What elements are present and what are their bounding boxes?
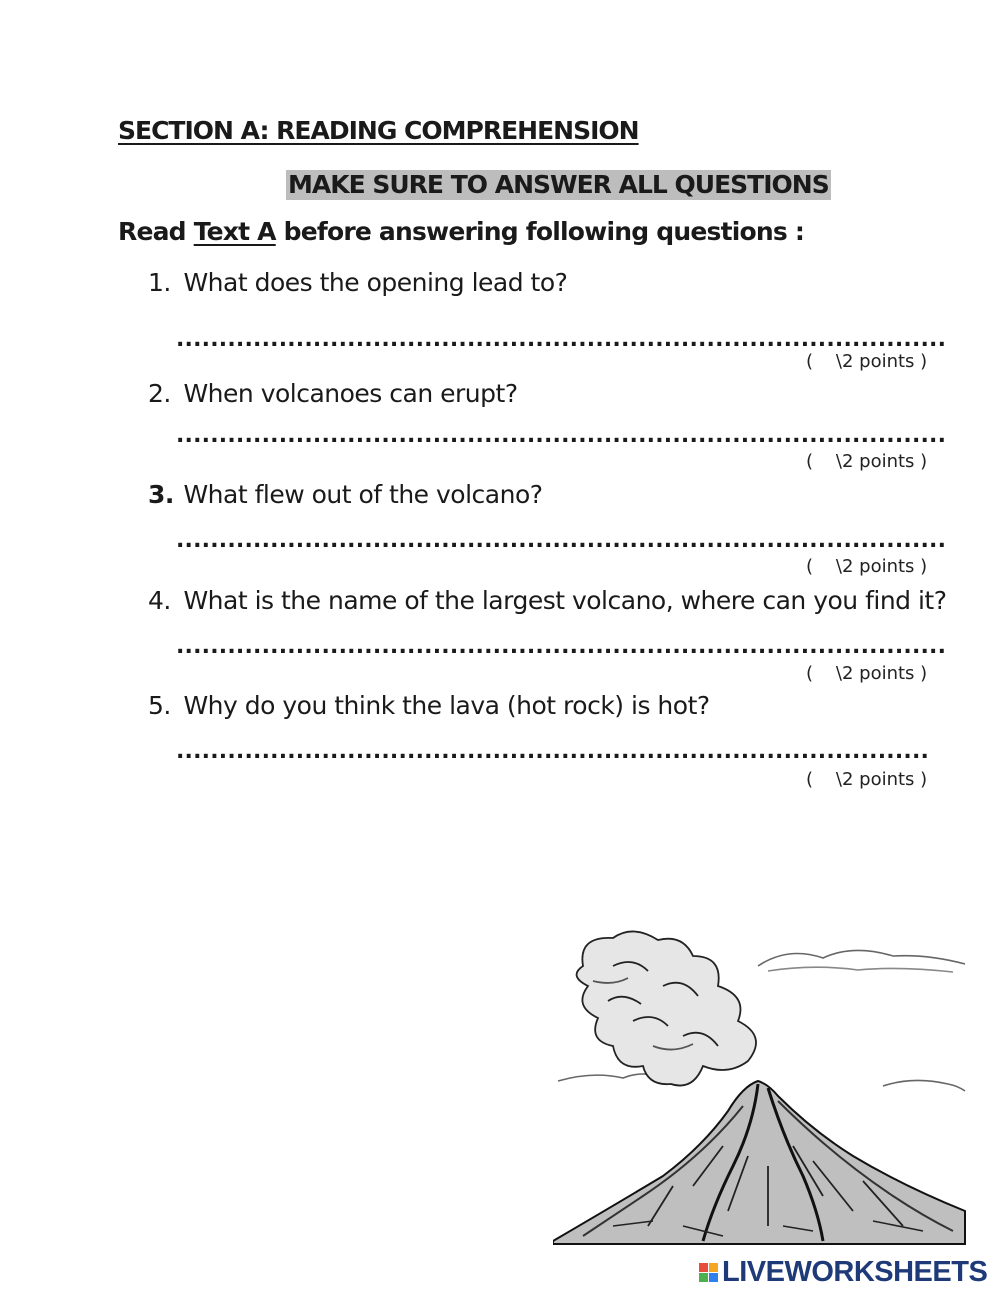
question-number: 3.: [148, 480, 174, 509]
question-3: [148, 480, 543, 509]
answer-line-3[interactable]: ..........................................................................................: [176, 531, 947, 551]
points-label-1: ( \2 points ): [806, 351, 928, 372]
points-label-4: ( \2 points ): [806, 663, 928, 684]
question-text: When volcanoes can erupt?: [183, 379, 518, 408]
question-number: 5.: [148, 691, 171, 720]
question-4: [148, 586, 947, 615]
liveworksheets-logo-icon: [699, 1263, 718, 1282]
answer-line-2[interactable]: ..........................................................................................: [176, 426, 947, 446]
points-label-2: ( \2 points ): [806, 451, 928, 472]
logo-square-blue: [709, 1273, 718, 1282]
logo-square-green: [699, 1273, 708, 1282]
question-text: What flew out of the volcano?: [183, 480, 543, 509]
answer-line-1[interactable]: ..........................................................................................: [176, 330, 947, 350]
question-number: 4.: [148, 586, 171, 615]
read-instruction: [118, 217, 804, 246]
points-label-3: ( \2 points ): [806, 556, 928, 577]
question-5: [148, 691, 710, 720]
liveworksheets-brand[interactable]: [699, 1256, 987, 1289]
volcano-mountain: [553, 1081, 965, 1244]
read-prefix: Read: [118, 217, 194, 246]
instruction-banner: MAKE SURE TO ANSWER ALL QUESTIONS: [288, 170, 829, 199]
question-number: 1.: [148, 268, 171, 297]
logo-square-orange: [709, 1263, 718, 1272]
question-text: What is the name of the largest volcano, where can you find it?: [183, 586, 947, 615]
answer-line-5[interactable]: ........................................................................................: [176, 742, 930, 762]
question-1: [148, 268, 567, 297]
smoke-plume: [577, 931, 756, 1085]
brand-text: LIVEWORKSHEETS: [722, 1256, 988, 1288]
section-title: SECTION A: READING COMPREHENSION: [118, 116, 639, 145]
question-text: What does the opening lead to?: [183, 268, 568, 297]
points-label-5: ( \2 points ): [806, 769, 928, 790]
volcano-illustration: [553, 926, 973, 1246]
question-2: [148, 379, 518, 408]
logo-square-red: [699, 1263, 708, 1272]
question-number: 2.: [148, 379, 171, 408]
read-suffix: before answering following questions :: [275, 217, 805, 246]
text-reference: Text A: [193, 217, 276, 246]
answer-line-4[interactable]: ..........................................................................................: [176, 637, 947, 657]
question-text: Why do you think the lava (hot rock) is hot?: [183, 691, 710, 720]
